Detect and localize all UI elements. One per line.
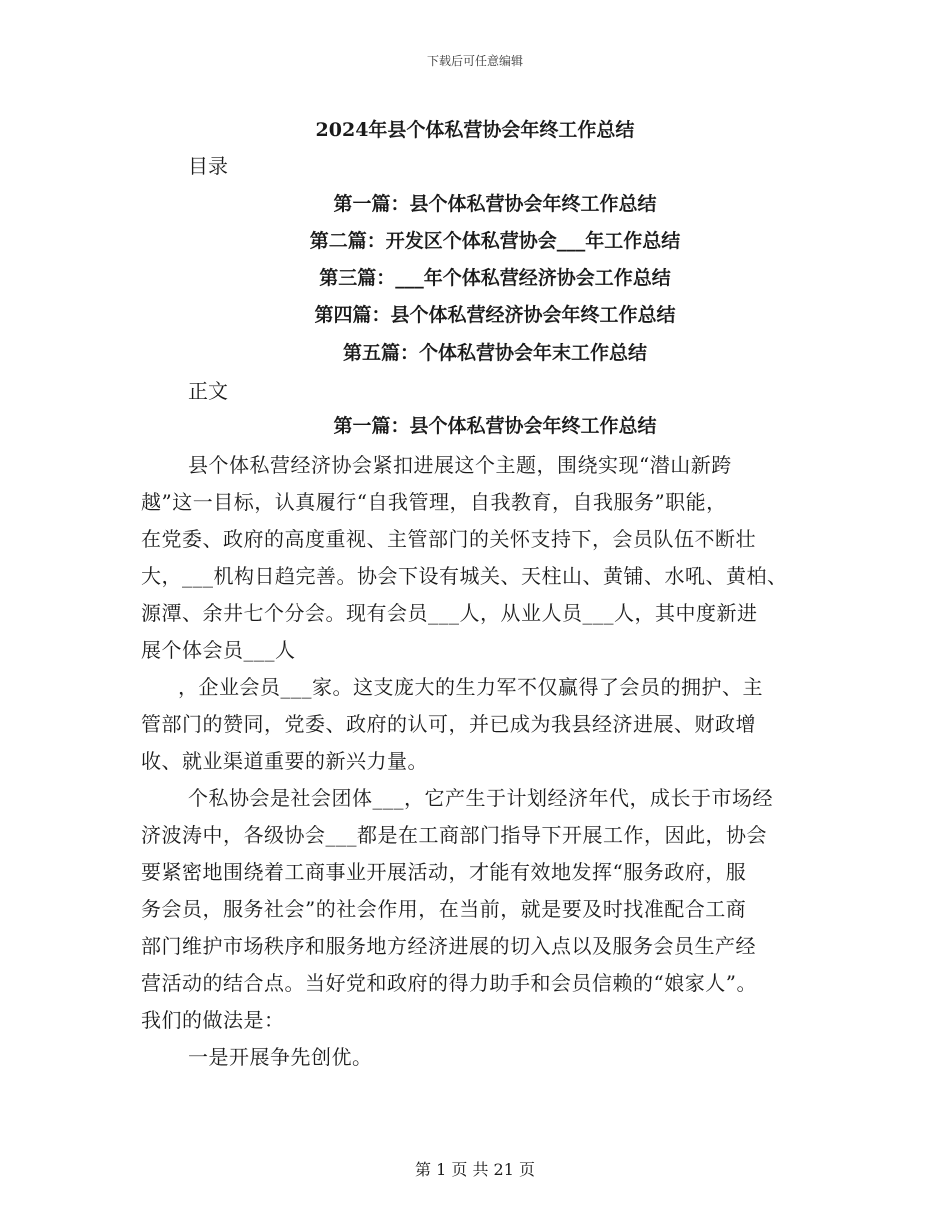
- paragraph-line: 展个体会员___人: [141, 638, 296, 662]
- toc-item: 第一篇：县个体私营协会年终工作总结: [333, 193, 657, 215]
- page-number: 第 1 页 共 21 页: [415, 1160, 535, 1179]
- paragraph-line: 收、就业渠道重要的新兴力量。: [141, 749, 428, 773]
- paragraph-line: 营活动的结合点。当好党和政府的得力助手和会员信赖的“娘家人”。: [141, 971, 757, 995]
- paragraph-line: 一是开展争先创优。: [188, 1045, 373, 1069]
- paragraph-line: 在党委、政府的高度重视、主管部门的关怀支持下，会员队伍不断壮: [141, 527, 756, 551]
- document-title: 2024年县个体私营协会年终工作总结: [315, 119, 635, 141]
- body-label: 正文: [188, 379, 228, 403]
- paragraph-line: 县个体私营经济协会紧扣进展这个主题，围绕实现“潜山新跨: [188, 453, 732, 477]
- paragraph-line: 要紧密地围绕着工商事业开展活动，才能有效地发挥“服务政府，服: [141, 860, 747, 884]
- toc-item: 第二篇：开发区个体私营协会___年工作总结: [309, 230, 681, 252]
- paragraph-line: 济波涛中，各级协会___都是在工商部门指导下开展工作，因此，协会: [141, 823, 767, 847]
- paragraph-line: 大，___机构日趋完善。协会下设有城关、天柱山、黄铺、水吼、黄柏、: [141, 564, 788, 588]
- page-header-note: 下载后可任意编辑: [426, 54, 523, 68]
- paragraph-line: 务会员，服务社会”的社会作用，在当前，就是要及时找准配合工商: [141, 897, 747, 921]
- toc-item: 第三篇：___年个体私营经济协会工作总结: [319, 267, 671, 289]
- paragraph-line: ，企业会员___家。这支庞大的生力军不仅赢得了会员的拥护、主: [178, 675, 763, 699]
- toc-label: 目录: [188, 154, 228, 178]
- paragraph-line: 越”这一目标，认真履行“自我管理，自我教育，自我服务”职能，: [141, 490, 727, 514]
- toc-item: 第五篇：个体私营协会年末工作总结: [342, 342, 647, 364]
- paragraph-line: 源潭、余井七个分会。现有会员___人，从业人员___人，其中度新进: [141, 601, 758, 625]
- toc-item: 第四篇：县个体私营经济协会年终工作总结: [314, 304, 676, 326]
- paragraph-line: 个私协会是社会团体___，它产生于计划经济年代，成长于市场经: [188, 786, 773, 810]
- paragraph-line: 部门维护市场秩序和服务地方经济进展的切入点以及服务会员生产经: [141, 934, 756, 958]
- paragraph-line: 我们的做法是：: [141, 1008, 285, 1032]
- paragraph-line: 管部门的赞同，党委、政府的认可，并已成为我县经济进展、财政增: [141, 712, 756, 736]
- section-title: 第一篇：县个体私营协会年终工作总结: [333, 415, 657, 437]
